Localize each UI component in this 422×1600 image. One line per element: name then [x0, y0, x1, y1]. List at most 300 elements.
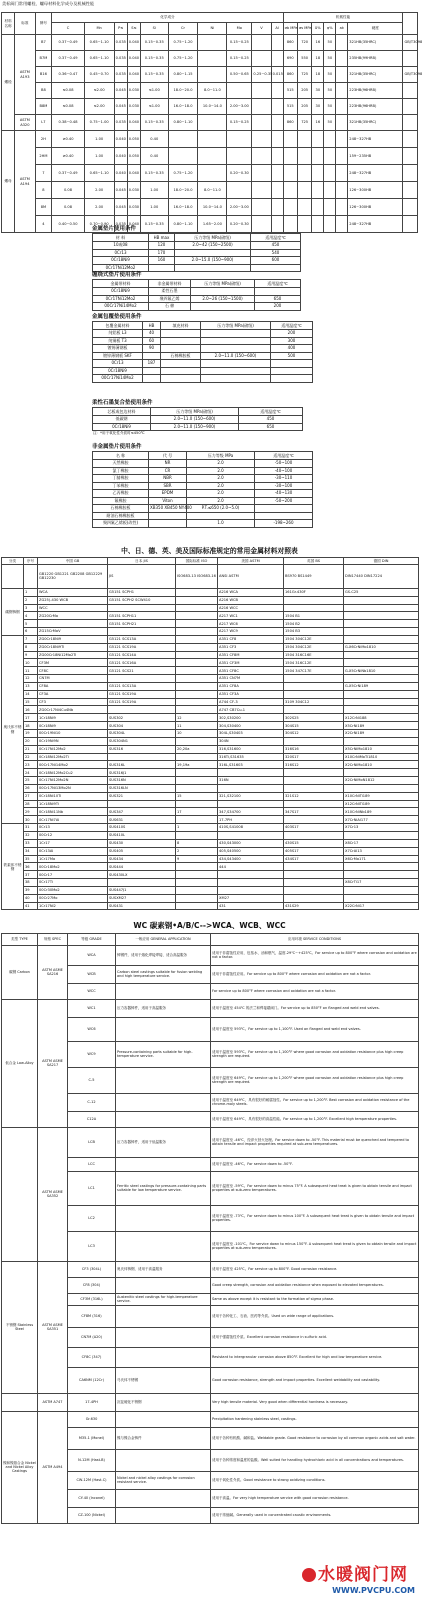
table-cell: [218, 879, 284, 887]
bolt-cell: 8M: [35, 199, 52, 216]
table-cell: [176, 667, 218, 675]
table-header: 压力等级 MPa: [187, 452, 255, 460]
bolt-cell: GB/T3098: [403, 67, 418, 83]
table-cell: CF3M: [38, 659, 108, 667]
table-cell: 0Cr17Ni12Mo2: [38, 745, 108, 753]
bolt-cell: [324, 199, 336, 216]
table-cell: [218, 784, 284, 792]
table-cell: A351 CF8C: [218, 667, 284, 675]
bolt-cell: [312, 131, 324, 148]
table-cell: X5CrNi189: [344, 722, 419, 730]
bolt-cell: 0.65~1.10: [84, 165, 114, 182]
table-row: [93, 505, 313, 513]
gasket-graphite-title: 柔性石墨复合垫使用条件: [92, 400, 153, 406]
bolt-col-header: P≤: [114, 23, 127, 35]
bolt-cell: [227, 83, 252, 99]
wc-application: [116, 1157, 211, 1171]
table-cell: 氟橡胶: [93, 497, 149, 505]
bolt-cell: [252, 165, 271, 182]
bolt-cell: [336, 165, 348, 182]
wc-spec: ASTM ASME SA352: [38, 1127, 68, 1261]
table-row: [93, 288, 301, 296]
bolt-cell: 0.035: [114, 115, 127, 131]
bolt-cell: 0.040: [127, 51, 140, 67]
bolt-cell: [297, 199, 311, 216]
table-cell: [176, 737, 218, 745]
table-cell: 1Cr18Ni9: [38, 714, 108, 722]
wc-grade: CZ-100 (Nickel): [68, 1507, 116, 1523]
table-cell: WCA: [38, 588, 108, 596]
table-subheader: DIN17440 DIN17224: [344, 564, 419, 588]
table-cell: 7: [24, 635, 38, 643]
table-cell: 2.0~15.0 (150~900): [175, 257, 251, 265]
table-cell: 316Ti,S31635: [218, 753, 284, 761]
bolt-cell: 860: [283, 67, 297, 83]
table-row: [2, 706, 419, 714]
wc-service-condition: Resistant to intergranular corrosion above 850°F. Excellent for high and low temperature service.: [211, 1347, 419, 1367]
table-cell: [161, 375, 201, 383]
table-cell: 耐油石棉橡胶板: [93, 512, 149, 520]
table-cell: 40: [143, 330, 161, 338]
table-cell: [176, 620, 218, 628]
table-cell: [108, 879, 176, 887]
table-cell: [201, 330, 271, 338]
table-row: [2, 596, 419, 604]
bolt-cell: [252, 131, 271, 148]
wc-grade: WCA: [68, 945, 116, 965]
table-cell: G5151 SCPH21: [108, 620, 176, 628]
bolt-col-header: Si: [140, 23, 168, 35]
bolt-cell: 0.80~1.15: [168, 67, 198, 83]
table-cell: 00Cr17Ni13Mo2N: [38, 784, 108, 792]
table-cell: G5151 SCPH11: [108, 612, 176, 620]
table-header: 分类: [2, 557, 24, 564]
table-cell: 187: [143, 360, 161, 368]
bolt-cell: 0.75~1.20: [168, 35, 198, 51]
table-cell: [176, 886, 218, 894]
bolt-cell: [336, 67, 348, 83]
table-cell: 00Cr27Mo: [38, 894, 108, 902]
table-cell: 00Cr19Ni10: [38, 730, 108, 738]
table-row: [2, 635, 419, 643]
table-cell: 0Cr13: [38, 824, 108, 832]
table-cell: 316N: [218, 777, 284, 785]
bolt-cell: 30: [312, 99, 324, 115]
wc-grade: C-5: [68, 1067, 116, 1093]
table-cell: 10或08: [93, 242, 149, 250]
table-cell: 160: [149, 257, 175, 265]
bolt-cell: [198, 51, 227, 67]
bolt-cell: 248~327HB: [348, 165, 403, 182]
table-cell: 00Cr30Mo2: [38, 886, 108, 894]
comparison-title: 中、日、德、英、美及国际标准规定的常用金属材料对照表: [121, 547, 298, 555]
table-cell: 1.0: [187, 520, 255, 528]
bolt-cell: ≤0.08: [52, 83, 84, 99]
bolt-cell: 550: [297, 51, 311, 67]
table-cell: [161, 360, 201, 368]
gasket-spiral-section: [0, 272, 419, 311]
table-cell: 14: [24, 690, 38, 698]
table-cell: SUS316LN: [108, 784, 176, 792]
wc-service-condition: 适用于温度至 -46℃，经淬火回火处理。For service down to -50°F. This material must be quenched and tempered to obtain tensile and impact properties required at sub-zero temperatures.: [211, 1127, 419, 1157]
table-cell: [344, 596, 419, 604]
bolt-cell: [403, 115, 418, 131]
bolt-cell: [403, 182, 418, 199]
table-header: 国际标准 ISO: [176, 557, 218, 564]
bolt-cell: 50: [324, 67, 336, 83]
table-row: [2, 722, 419, 730]
table-row: [2, 761, 419, 769]
bolt-col-header: S≤: [127, 23, 140, 35]
table-header: 压力等级 MPa(磅级): [175, 234, 251, 242]
bolt-cell: 0.37~0.49: [52, 165, 84, 182]
bolt-cell: [336, 131, 348, 148]
bolt-cell: 7: [35, 165, 52, 182]
table-cell: CF3: [38, 698, 108, 706]
table-cell: 聚四氟乙烯: [149, 295, 191, 303]
wc-grade: WCB: [68, 965, 116, 983]
wc-service-condition: 适用于温度至 593℃。For service up to 1,100°F. Used on flanged and weld end valves.: [211, 1017, 419, 1041]
wc-spec: ASTM ASME SA216: [38, 945, 68, 999]
table-cell: 316S16: [284, 745, 344, 753]
table-row: [2, 35, 418, 51]
bolt-cell: 2.00~3.00: [227, 199, 252, 216]
bolt-cell: B7M: [35, 51, 52, 67]
table-cell: 410S,S41008: [218, 824, 284, 832]
table-cell: 天然橡胶: [93, 460, 149, 468]
table-header: 类型 TYPE: [2, 933, 38, 945]
table-cell: 450: [239, 416, 303, 424]
wc-grade: LC3: [68, 1231, 116, 1261]
bolt-cell: 18: [312, 67, 324, 83]
table-cell: 1Cr17Mo: [38, 855, 108, 863]
bolt-cell: [227, 182, 252, 199]
bolt-cell: 0.80~1.10: [168, 115, 198, 131]
bolt-cell: 860: [283, 115, 297, 131]
table-cell: [344, 698, 419, 706]
table-cell: 400: [271, 345, 313, 353]
bolt-col-header: σs MPa: [297, 23, 311, 35]
page-title: 美标阀门常用螺栓、螺母材料化学成分及机械性能: [2, 1, 95, 6]
table-cell: SUS447J1: [108, 886, 176, 894]
table-cell: [344, 628, 419, 636]
table-cell: 00Cr17: [38, 871, 108, 879]
table-cell: ZG0Cr18Ni9Ti: [38, 643, 108, 651]
table-cell: SUS405: [108, 847, 176, 855]
table-cell: 00Cr18Mo2: [38, 863, 108, 871]
table-cell: [271, 360, 313, 368]
table-cell: CF8C: [38, 667, 108, 675]
bolt-cell: 0.40: [140, 131, 168, 148]
table-cell: X7CrNiAl177: [344, 816, 419, 824]
bolt-cell: 2.00: [84, 182, 114, 199]
bolt-cell: 8.0~11.0: [198, 182, 227, 199]
table-cell: A217 WC9: [218, 628, 284, 636]
table-cell: 26: [24, 784, 38, 792]
wc-grade: CN7M (A20): [68, 1327, 116, 1347]
table-cell: 15: [176, 792, 218, 800]
bolt-standard: ASTM A193: [15, 35, 35, 115]
table-header: 金属带材料: [93, 280, 149, 288]
table-cell: 0Cr13Al: [38, 847, 108, 855]
table-cell: 650: [255, 295, 301, 303]
table-cell: 2: [24, 596, 38, 604]
table-cell: 650: [239, 423, 303, 431]
comparison-table: [1, 557, 419, 911]
table-cell: [108, 800, 176, 808]
table-cell: [38, 620, 108, 628]
table-cell: 0Cr18Ni12Mo2Cu2: [38, 769, 108, 777]
bolt-cell: [403, 131, 418, 148]
table-row: [93, 303, 301, 311]
table-cell: 2.0~42 (150~2500): [175, 242, 251, 250]
bolt-cell: [297, 131, 311, 148]
table-header-row: [2, 557, 419, 564]
gasket-clad-table: [92, 321, 313, 383]
bolt-cell: 0.050: [127, 148, 140, 165]
table-cell: 347S17: [284, 808, 344, 816]
bolt-cell: 0.040: [127, 165, 140, 182]
table-header: 规格 SPEC: [38, 933, 68, 945]
bolt-cell: 8: [35, 182, 52, 199]
table-header: 英国 BS: [284, 557, 344, 564]
bolt-cell: [252, 182, 271, 199]
table-cell: [218, 831, 284, 839]
table-cell: G5151 SCPH1: [108, 588, 176, 596]
table-cell: 1504 304C12E: [284, 635, 344, 643]
table-cell: 320S17: [284, 753, 344, 761]
table-header-row: [93, 322, 313, 330]
table-cell: 0Cr17Ti: [38, 879, 108, 887]
bolt-header-grade: 牌号: [35, 13, 52, 35]
table-row: [2, 886, 419, 894]
wc-grade: WC1: [68, 999, 116, 1017]
table-cell: SUS430LX: [108, 871, 176, 879]
gasket-clad-section: [0, 314, 419, 383]
table-cell: 1504 B2: [284, 620, 344, 628]
table-cell: [176, 651, 218, 659]
table-subheader: BS970 BS1449: [284, 564, 344, 588]
wc-service-condition: 适用于各种浓度和温度的盐酸。Well suited for handling hydrochloric acid in all concentrations and temperatures.: [211, 1449, 419, 1471]
table-subheader: [24, 564, 38, 588]
bolt-cell: 0.035: [114, 67, 127, 83]
bolt-cell: 205: [297, 99, 311, 115]
table-cell: [255, 512, 313, 520]
table-cell: 0Cr17Ni12Mo2: [93, 295, 149, 303]
table-cell: -40~100: [255, 467, 313, 475]
table-cell: [176, 902, 218, 910]
table-row: [2, 753, 419, 761]
wc-application: [116, 1093, 211, 1111]
wc-service-condition: For service up to 800°F where corrosion and oxidation are not a factor.: [211, 983, 419, 999]
bolt-cell: [271, 115, 283, 131]
table-cell: A351 CN7M: [218, 675, 284, 683]
wc-application: [116, 1205, 211, 1231]
wc-grade: CF8C (347): [68, 1347, 116, 1367]
table-cell: [176, 871, 218, 879]
table-cell: 19,19a: [176, 761, 218, 769]
bolt-cell: 0.75~1.00: [84, 115, 114, 131]
bolt-cell: 0.035: [114, 216, 127, 233]
bolt-cell: 0.15~0.35: [140, 35, 168, 51]
table-subheader: JIS: [108, 564, 176, 588]
table-row: [2, 51, 418, 67]
table-cell: [176, 604, 218, 612]
table-cell: [284, 596, 344, 604]
table-row: [93, 360, 313, 368]
table-cell: 00Cr17Ni14Mo2: [38, 761, 108, 769]
table-cell: [176, 784, 218, 792]
wc-application: 沉淀硬化不锈钢: [116, 1393, 211, 1411]
table-cell: 1504 347C17E: [284, 667, 344, 675]
bolt-cell: 725: [297, 67, 311, 83]
table-cell: 0Cr19Ni9N: [38, 737, 108, 745]
bolt-col-header: Al: [271, 23, 283, 35]
bolt-cell: L7: [35, 115, 52, 131]
table-row: [2, 879, 419, 887]
wc-grade: LC2: [68, 1205, 116, 1231]
bolt-cell: [403, 99, 418, 115]
table-cell: 35: [24, 855, 38, 863]
bolt-cell: [312, 199, 324, 216]
table-cell: [344, 737, 419, 745]
table-cell: 8: [176, 839, 218, 847]
table-row: [2, 1411, 419, 1427]
table-row: [93, 242, 301, 250]
bolt-cell: 205: [297, 83, 311, 99]
table-cell: 316S12: [284, 761, 344, 769]
table-cell: XM27: [218, 894, 284, 902]
table-cell: X5CrNiMo1810: [344, 745, 419, 753]
bolt-cell: [227, 148, 252, 165]
wc-service-condition: 适用于各种化工、石油、医药等介质。Used on wide range of applications.: [211, 1305, 419, 1327]
table-cell: 0Cr18Ni9: [93, 288, 149, 296]
table-cell: 60: [143, 337, 161, 345]
table-row: [93, 330, 313, 338]
table-cell: X8CrTi17: [344, 879, 419, 887]
table-cell: 434S17: [284, 855, 344, 863]
table-cell: 1Cr18Ni9Ti: [38, 800, 108, 808]
table-cell: [344, 690, 419, 698]
wc-service-condition: 适用于温度至 593℃。For service up to 1,100°F where good corrosion and oxidation resistance plus high creep strength are required.: [211, 1041, 419, 1067]
table-cell: 1504 304C12E: [284, 643, 344, 651]
table-row: [2, 777, 419, 785]
table-cell: 镀锌薄钢板 SKF: [93, 352, 143, 360]
table-cell: SBR: [149, 482, 187, 490]
table-cell: -30~110: [255, 475, 313, 483]
table-cell: SUS347: [108, 808, 176, 816]
bolt-cell: [324, 131, 336, 148]
table-cell: X10CrNiMoTi1810: [344, 753, 419, 761]
bolt-cell: 515: [283, 83, 297, 99]
table-cell: [187, 512, 255, 520]
table-cell: 23: [24, 761, 38, 769]
bolt-cell: B8M: [35, 99, 52, 115]
table-header: 日本 JIS: [108, 557, 176, 564]
bolt-category-bolt: 螺栓: [2, 35, 15, 131]
table-cell: 31: [24, 824, 38, 832]
table-cell: EPDM: [149, 490, 187, 498]
table-cell: 450: [251, 242, 301, 250]
table-cell: SUS444: [108, 863, 176, 871]
comparison-category: 铁素体不锈钢: [2, 824, 24, 910]
table-cell: ZG0Cr18Ni9: [38, 635, 108, 643]
table-cell: 25: [24, 777, 38, 785]
gasket-spiral-title: 缠绕式垫片使用条件: [92, 272, 142, 278]
table-row: [2, 148, 418, 165]
table-row: [2, 808, 419, 816]
table-cell: 0Cr18Ni9: [38, 722, 108, 730]
table-cell: [344, 871, 419, 879]
watermark-logo: [300, 1566, 419, 1600]
table-cell: 304S12: [284, 730, 344, 738]
bolt-cell: 0.45~0.70: [84, 67, 114, 83]
bolt-cell: 1.00: [140, 199, 168, 216]
table-cell: [108, 604, 176, 612]
wc-application: [116, 1231, 211, 1261]
table-cell: 2.0~11.0 (150~900): [151, 423, 239, 431]
table-cell: [344, 659, 419, 667]
bolt-cell: 2HM: [35, 148, 52, 165]
bolt-cell: 0.040: [127, 216, 140, 233]
bolt-cell: 515: [283, 99, 297, 115]
bolt-cell: [168, 131, 198, 148]
table-cell: [344, 635, 419, 643]
table-cell: G5121 SCS13A: [108, 682, 176, 690]
table-cell: P.T.≤650 (2.0~5.0): [187, 505, 255, 513]
gasket-nonmetal-title: 非金属垫片使用条件: [92, 444, 142, 450]
table-cell: 304,S30400: [218, 722, 284, 730]
table-cell: 丁苯橡胶: [93, 482, 149, 490]
gasket-metal-table: [92, 233, 301, 272]
table-cell: [284, 784, 344, 792]
table-cell: A351 CF3A: [218, 690, 284, 698]
table-row: [93, 497, 313, 505]
page-title-block: [0, 2, 419, 7]
bolt-col-header: ψ%: [324, 23, 336, 35]
bolt-cell: 50: [324, 115, 336, 131]
table-cell: [176, 698, 218, 706]
table-cell: [284, 831, 344, 839]
bolt-cell: 0.40~0.50: [52, 216, 84, 233]
table-cell: SUS430: [108, 839, 176, 847]
table-cell: 302S25: [284, 714, 344, 722]
table-cell: 30: [24, 816, 38, 824]
table-cell: CF3A: [38, 690, 108, 698]
bolt-standard: ASTM A320: [15, 115, 35, 131]
table-cell: 0Cr17Ni12Mo2N: [38, 777, 108, 785]
wc-application: 马氏体不锈钢: [116, 1367, 211, 1393]
table-cell: SUS410L: [108, 831, 176, 839]
table-cell: G5121 SCS19A: [108, 698, 176, 706]
table-row: [93, 520, 313, 528]
bolt-header-material: 材料名称: [2, 13, 15, 35]
wc-service-condition: 适用于浓缩碱。Generally used in concentrated caustic environments.: [211, 1507, 419, 1523]
table-cell: X2CrNi189: [344, 730, 419, 738]
table-cell: A744 CF-3: [218, 698, 284, 706]
table-header: 适用温度℃: [255, 280, 301, 288]
table-header: 压力等级 MPa(磅级): [151, 408, 239, 416]
table-cell: SUS316J1: [108, 769, 176, 777]
table-cell: 2.0: [187, 482, 255, 490]
table-cell: [176, 706, 218, 714]
table-cell: [344, 706, 419, 714]
table-cell: -198~260: [255, 520, 313, 528]
bolt-cell: [336, 51, 348, 67]
bolt-cell: [336, 83, 348, 99]
bolt-cell: 0.030: [127, 199, 140, 216]
table-header-row: [93, 280, 301, 288]
